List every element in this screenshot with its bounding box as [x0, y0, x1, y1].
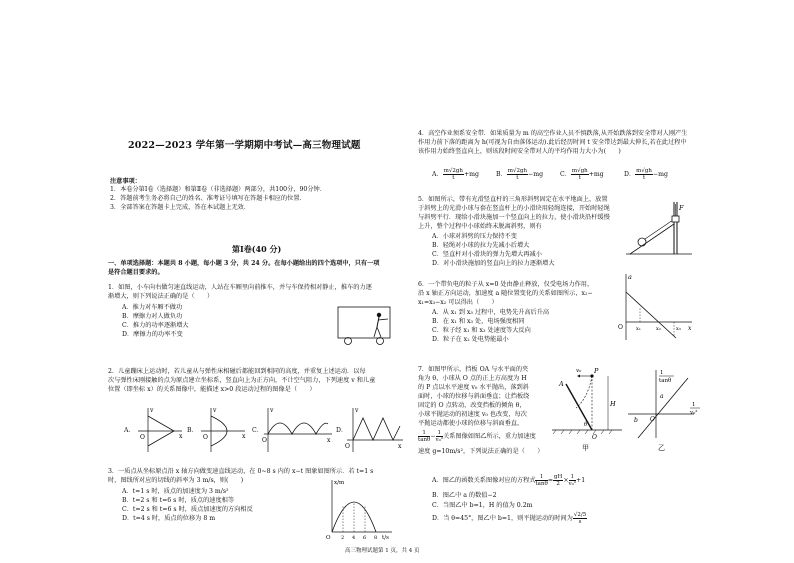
q5-option-d: D．对小滑块施加的竖直向上的拉力逐渐增大	[432, 260, 555, 267]
q7-label-P: P	[594, 367, 599, 375]
q3-option-d: D．t=4 s 时，质点的位移为 8 m	[122, 515, 216, 522]
section-heading-cont: 是符合题目要求的。	[108, 269, 164, 276]
q5-line-1: 5．如图所示，带有光滑竖直杆的三角形斜劈固定在水平地面上，放置	[418, 196, 608, 203]
q2d-origin: O	[345, 443, 350, 450]
q7-label-H: H	[610, 400, 616, 408]
q1-option-c: C．推力的功率逐渐增大	[122, 322, 189, 329]
q5-line-2: 于斜劈上的光滑小球与套在竖直杆上的小滑块用轻绳连接，开始时轻绳	[418, 205, 610, 212]
q2b-origin: O	[203, 434, 208, 441]
q2d-x-label: x	[398, 443, 402, 450]
q6-ax-graph	[614, 270, 694, 342]
q6-xlabel: x	[688, 325, 692, 332]
q2-option-d: D．	[336, 427, 348, 434]
notes-heading: 注意事项：	[110, 178, 141, 185]
q3-xt-graph	[322, 476, 394, 540]
q7-line-4: 面时，小球的位移与斜面垂直；让挡板绕	[418, 393, 530, 400]
q5-option-b: B．轻绳对小球的拉力先减小后增大	[432, 242, 530, 249]
q2-graph-c	[262, 404, 334, 456]
q7-option-b: B．图乙中 a 的数值−2	[432, 492, 497, 499]
q7-label-v0: v₀	[576, 368, 582, 374]
q2-graph-b	[197, 404, 249, 456]
q1-line-1: 1．如图，小车向右做匀速直线运动，人站在车厢里向前推车，并与车保持相对静止，推车的力逐	[108, 284, 372, 291]
q3-origin: O	[326, 535, 331, 540]
q7-yi-ylabel-den: tanθ	[659, 378, 672, 384]
q1-option-a: A．推力对车厢不做功	[122, 304, 183, 311]
q7-label-A: A	[559, 380, 564, 388]
q7-line-5: 固定的 O 点转动，改变挡板的倾角 θ，	[418, 402, 526, 409]
q7-label-O: O	[592, 434, 597, 441]
q4-line-1: 4．高空作业须系安全带．如果质量为 m 的高空作业人员不慎跌落,从开始跌落到安全带对人刚产生	[418, 130, 688, 137]
q6-ylabel: a	[628, 273, 632, 281]
q2a-origin: O	[140, 434, 145, 441]
q1-cart-figure	[335, 303, 395, 348]
q2-option-b: B．	[187, 427, 198, 434]
q7-yi-xlabel-den: v₀²	[690, 410, 698, 416]
q5-wedge-figure	[624, 198, 694, 258]
section-heading: 一、单项选择题：本题共 8 小题，每小题 3 分，共 24 分。在每小题给出的四个选项中，只有一项	[108, 260, 380, 267]
q2-line-3: 位置（即坐标 x）的关系图像中，能描述 x>0 段运动过程的图像是（ ）	[108, 386, 316, 393]
q1-line-2: 渐增大，则下列说法正确的是（ ）	[108, 293, 214, 300]
q7-line-2: 角为 θ，小球从 O 点的正上方高度为 H	[418, 375, 527, 382]
q7-line-7: 平抛运动都使小球的位移与斜面垂直，	[418, 420, 524, 427]
q6-option-b: B．在 x₁ 和 x₃ 处，电场强度相同	[432, 318, 525, 325]
q2a-x-label: x	[179, 433, 183, 440]
q3-line-2: 时，图线所对应的切线的斜率为 3 m/s，则( )	[108, 477, 244, 484]
exam-title: 2022—2023 学年第一学期期中考试—高三物理试题	[128, 140, 361, 151]
q7-line-9: 速度 g=10m/s²，下列说法正确的是（ ）	[418, 448, 544, 455]
q4-option-d: D． $\frac{m√gh}{t}$ −mg	[624, 168, 668, 182]
q3-tick-8: 8	[374, 535, 378, 540]
q2-graph-a	[134, 404, 186, 456]
q1-option-b: B．摩擦力对人做负功	[122, 313, 183, 320]
page-footer: 高三物理试题第 1 页，共 4 页	[345, 548, 420, 554]
q2c-v-label: v	[270, 407, 274, 414]
q3-option-b: B．t=2 s 和 t=6 s 时，质点的速度相等	[122, 497, 235, 504]
q6-line-1: 6．一个带负电的粒子从 x=0 处由静止释放，仅受电场力作用，	[418, 281, 594, 288]
q7-line-1: 7．如图甲所示，挡板 OA 与水平面的夹	[418, 366, 529, 373]
q7-label-jia: 甲	[582, 444, 589, 452]
q6-tick-x3: x₃	[676, 326, 681, 332]
q3-tick-6: 6	[363, 535, 367, 540]
q7-label-yi: 乙	[658, 444, 665, 452]
q4-option-b: B． $\frac{m√2gh}{t}$ −mg	[496, 168, 544, 182]
note-3: 3．全部答案在答题卡上完成，答在本试题上无效．	[110, 204, 251, 211]
q6-option-c: C．粒子经 x₁ 和 x₃ 处速度等大反向	[432, 327, 531, 334]
q7-yi-xlabel-num: 1	[692, 402, 696, 408]
q2b-x-label: x	[242, 433, 246, 440]
q5-force-label: F	[679, 204, 684, 212]
q7-label-theta: θ	[584, 422, 588, 428]
q3-option-c: C．t=2 s 和 t=6 s 时，质点加速度的方向相反	[122, 506, 253, 513]
q6-tick-x2: x₂	[656, 326, 661, 332]
q6-line-2: 沿 x 轴正方向运动，加速度 a 随位置变化的关系如图所示，x₂−	[418, 290, 593, 297]
q2b-v-label: v	[213, 407, 217, 414]
q7-yi-label-b: b	[634, 417, 638, 424]
q2d-v-label: v	[355, 407, 359, 414]
q6-option-d: D．粒子在 x₂ 处电势能最小	[432, 336, 509, 343]
q7-figure-yi	[624, 364, 700, 454]
q2-graph-d	[345, 404, 405, 456]
q3-option-a: A．t=1 s 时，质点的加速度为 3 m/s²	[122, 488, 229, 495]
q2c-x-label: x	[327, 437, 331, 444]
q2-line-1: 2．儿童蹦床上运动时，若儿童从与弹性床相碰后都能回到相同的高度，并重复上述运动．以每	[108, 368, 366, 375]
q3-tick-4: 4	[352, 535, 356, 540]
q7-option-c: C．当图乙中 b=1，H 的值为 0.2m	[432, 502, 533, 509]
q2-option-c: C．	[252, 427, 263, 434]
q6-line-3: x₁=x₃−x₂ 可以得出（ ）	[418, 299, 498, 306]
q3-line-1: 3．一质点从坐标原点沿 x 轴方向做变速直线运动，在 0~8 s 内的 x−t 图象如图所示．若 t=1 s	[108, 468, 374, 475]
q2-line-2: 次与弹性床刚接触的点为原点建立坐标系，竖直向上为正方向，不计空气阻力，下列速度 v 和儿童	[108, 377, 376, 384]
q7-option-d: D．当 θ=45°，图乙中 b=1，则平抛运动的时间为 $\frac{√2/5}{s}$	[432, 512, 587, 526]
q4-line-3: 该作用力始终竖直向上，则该段时间安全带对人的平均作用力大小为( )	[418, 148, 621, 155]
q7-yi-label-a: a	[660, 393, 664, 400]
q7-yi-ylabel-num: 1	[660, 370, 664, 376]
q5-line-3: 与斜劈平行．现给小滑块施加一个竖直向上的拉力，使小滑块沿杆缓慢	[418, 214, 610, 221]
q7-line-8: $\frac{1}{\tan\theta}$ − $\frac{1}{\text{v₀²}}$ 关系图像如图乙所示，重力加速度	[418, 430, 536, 444]
q3-tick-2: 2	[341, 535, 345, 540]
note-1: 1．本卷分第Ⅰ卷（选择题）和第Ⅱ卷（非选择题）两部分，共100分，90分钟．	[110, 186, 326, 193]
note-2: 2．答题前考生务必将自己的姓名、准考证号填写在答题卡相应的位置．	[110, 195, 306, 202]
q5-line-4: 上升，整个过程中小球始终未脱离斜劈，则有	[418, 223, 542, 230]
q4-option-c: C． $\frac{m√gh}{t}$ +mg	[560, 168, 604, 182]
part1-heading: 第Ⅰ卷(40 分)	[232, 244, 282, 254]
q2-option-a: A．	[124, 427, 135, 434]
q7-line-6: 小球平抛运动的初速度 v₀ 也改变，每次	[418, 411, 527, 418]
q3-ylabel: x/m	[334, 480, 345, 486]
q2a-v-label: v	[150, 407, 154, 414]
q1-option-d: D．摩擦力的功率不变	[122, 331, 183, 338]
q7-figure-jia	[548, 364, 626, 454]
q2c-origin: O	[262, 437, 267, 444]
q5-option-a: A．小球对斜劈的压力保持不变	[432, 233, 517, 240]
q5-option-c: C．竖直杆对小滑块的弹力先增大再减小	[432, 251, 542, 258]
q4-option-a: A． $\frac{m√2gh}{t}$ +mg	[432, 168, 479, 182]
q6-origin: O	[618, 324, 623, 331]
q7-yi-label-O: O	[650, 416, 655, 423]
q6-tick-x1: x₁	[636, 326, 641, 332]
q3-xlabel: t/s	[382, 535, 389, 540]
q7-option-a: A．图乙的函数关系图像对应的方程式 $\frac{1}{\tan\theta}$ = $\frac{gH}{2}$ × $\frac{1}{\text{v₀²}}$ +1	[432, 474, 586, 488]
q7-line-3: 的 P 点以水平速度 v₀ 水平抛出，落到斜	[418, 384, 529, 391]
q6-option-a: A．从 x₁ 到 x₃ 过程中，电势先升高后升高	[432, 309, 550, 316]
q4-line-2: 作用力前下落的距离为 h(可视为自由落体运动).此后经历时间 t 安全带达到最大伸长,若在此过程中	[418, 139, 687, 146]
